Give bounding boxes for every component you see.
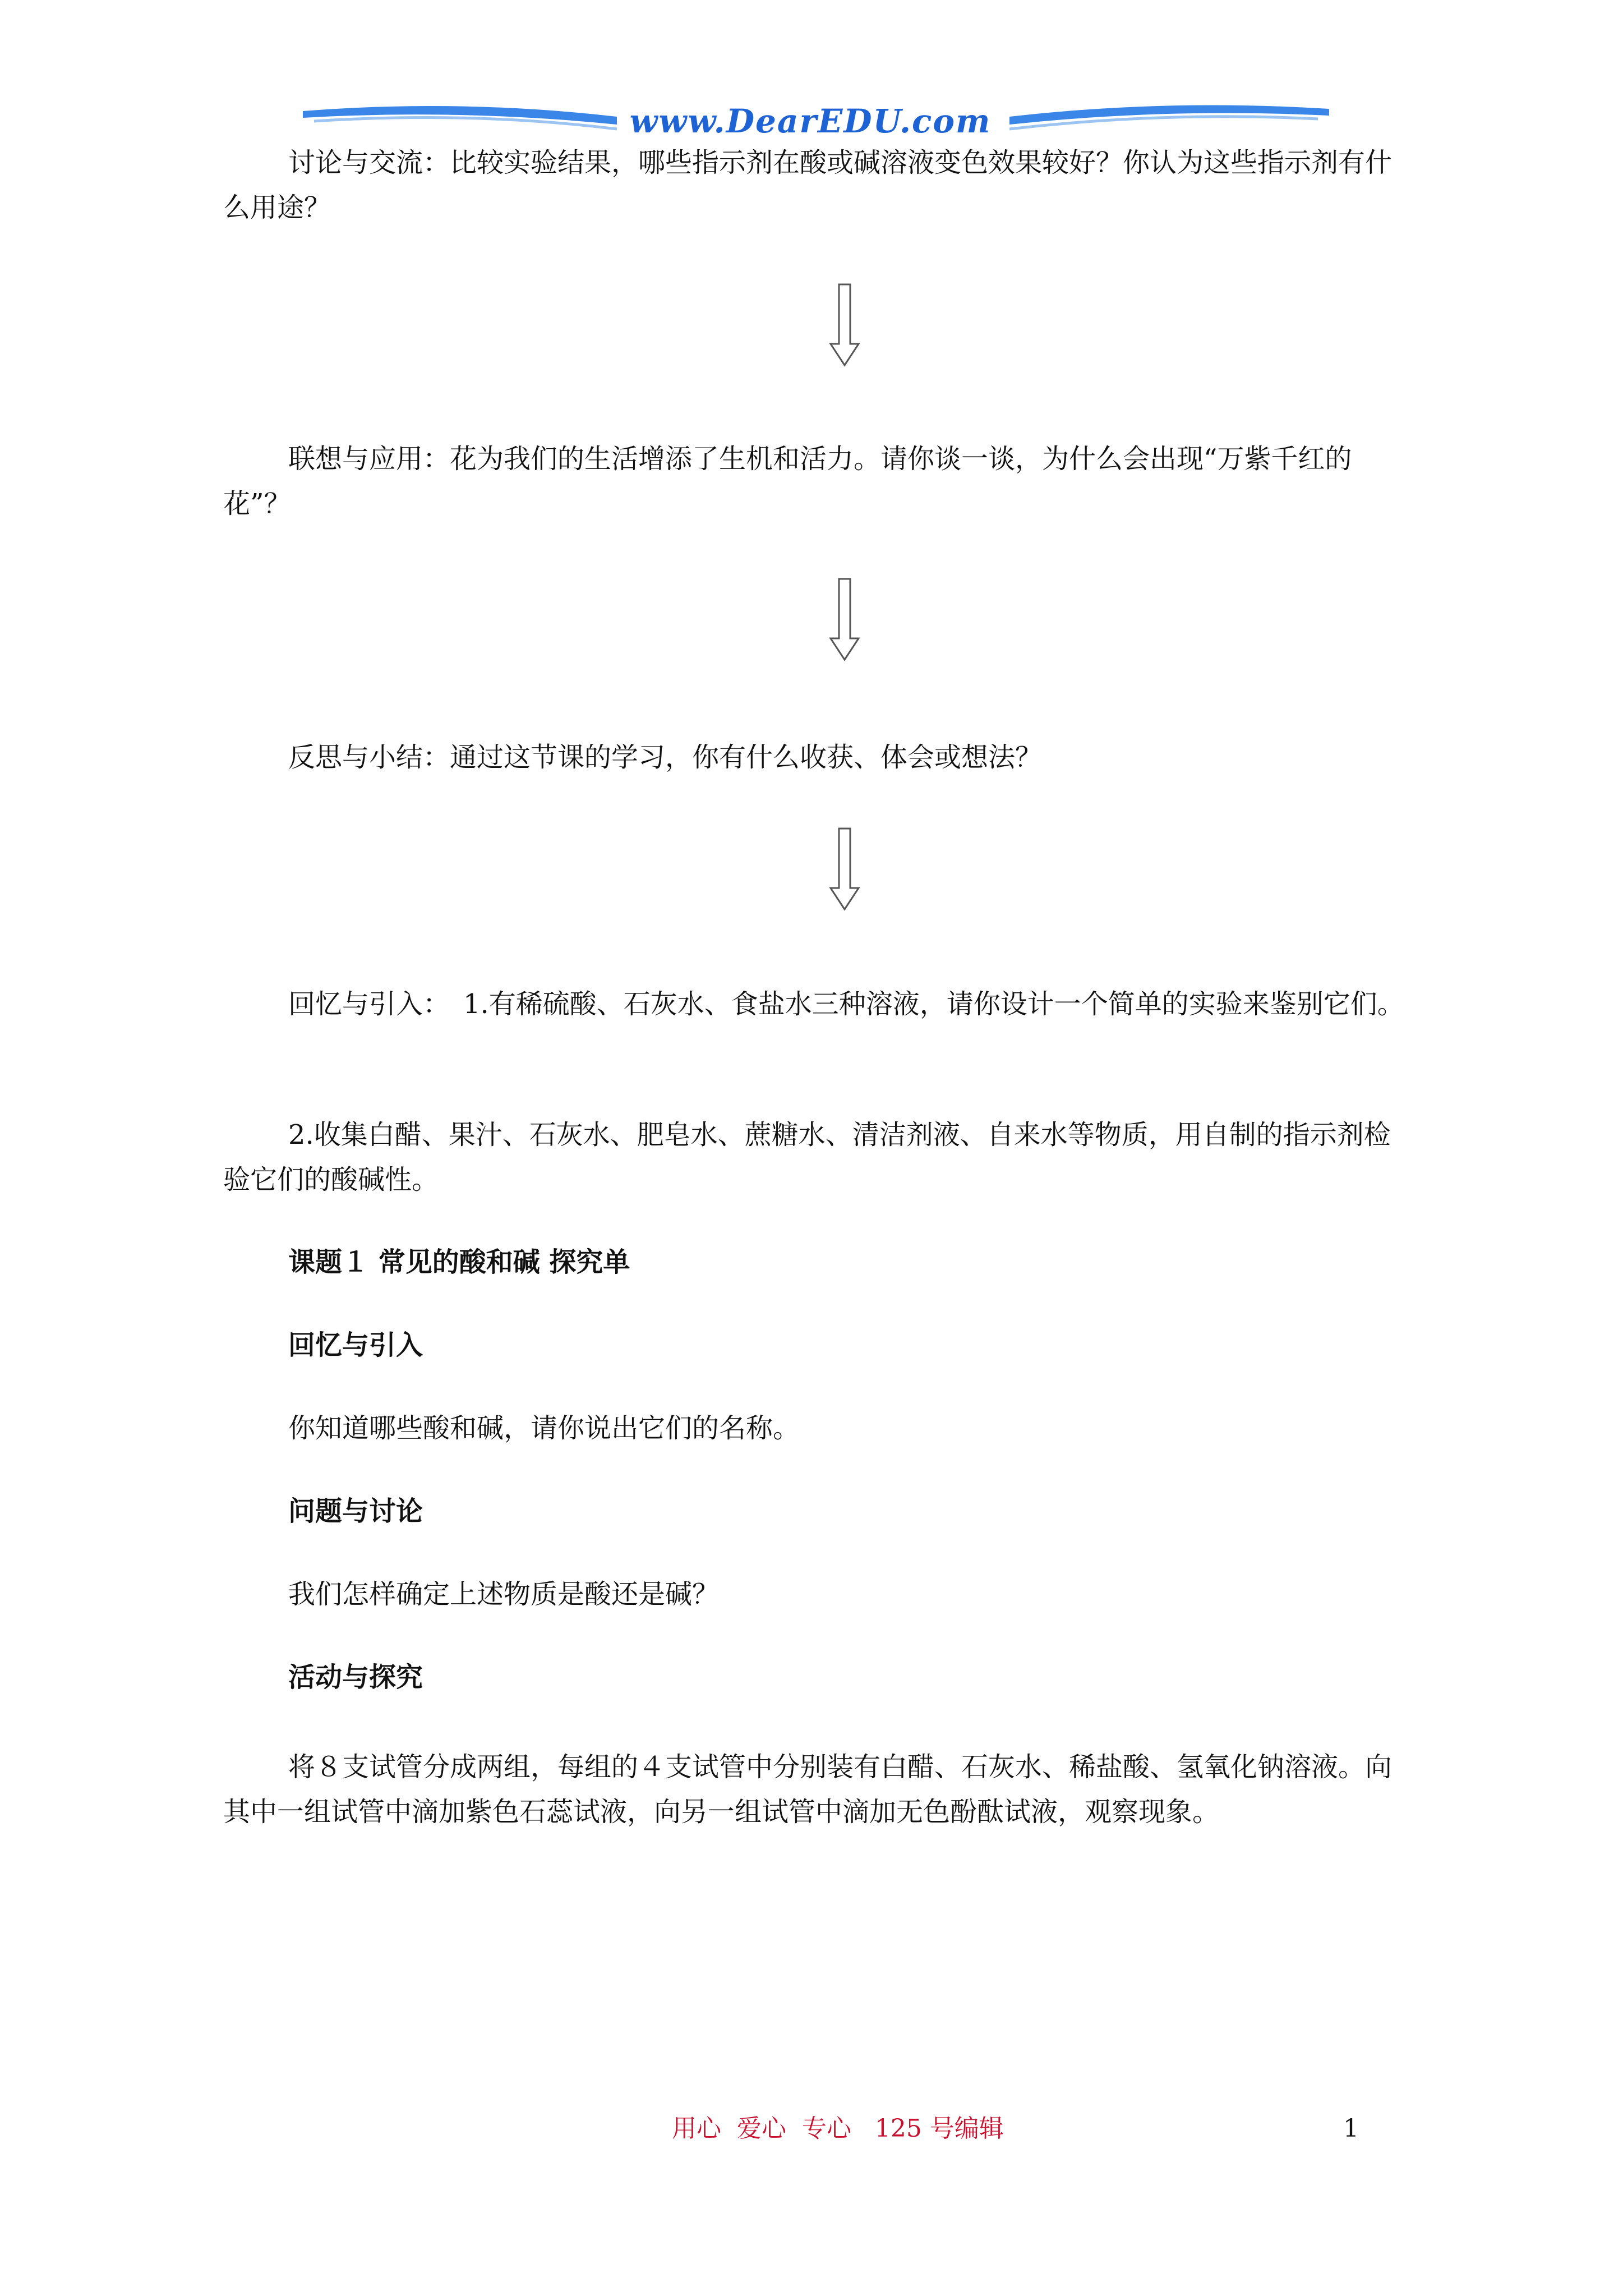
down-arrow-icon xyxy=(829,578,860,662)
paragraph-discussion: 讨论与交流：比较实验结果，哪些指示剂在酸或碱溶液变色效果较好？你认为这些指示剂有什么用途？ xyxy=(223,147,1393,223)
paragraph-reflection: 反思与小结：通过这节课的学习，你有什么收获、体会或想法？ xyxy=(288,742,1043,773)
heading-recall: 回忆与引入 xyxy=(288,1329,423,1361)
footer-editor-note: 用心 爱心 专心 125 号编辑 xyxy=(672,2114,1004,2143)
heading-problem: 问题与讨论 xyxy=(288,1496,423,1527)
paragraph-question-method: 我们怎样确定上述物质是酸还是碱？ xyxy=(288,1579,720,1610)
page-number: 1 xyxy=(1343,2114,1359,2143)
paragraph-recall-2: 2.收集白醋、果汁、石灰水、肥皂水、蔗糖水、清洁剂液、自来水等物质，用自制的指示剂检验它们的酸碱性。 xyxy=(223,1119,1391,1195)
down-arrow-icon xyxy=(829,827,860,912)
paragraph-recall-1: 回忆与引入： 1.有稀硫酸、石灰水、食盐水三种溶液，请你设计一个简单的实验来鉴别它们。 xyxy=(288,988,1404,1020)
paragraph-application: 联想与应用：花为我们的生活增添了生机和活力。请你谈一谈，为什么会出现“万紫千红的花”？ xyxy=(223,443,1352,519)
paragraph-activity: 将８支试管分成两组，每组的４支试管中分别装有白醋、石灰水、稀盐酸、氢氧化钠溶液。向其中一组试管中滴加紫色石蕊试液，向另一组试管中滴加无色酚酞试液，观察现象。 xyxy=(223,1751,1393,1828)
heading-topic: 课题１ 常见的酸和碱 探究单 xyxy=(288,1246,630,1278)
site-logo[interactable]: www.DearEDU.com xyxy=(629,102,992,140)
heading-activity: 活动与探究 xyxy=(288,1662,423,1693)
down-arrow-icon xyxy=(829,283,860,367)
paragraph-question-names: 你知道哪些酸和碱，请你说出它们的名称。 xyxy=(288,1412,800,1444)
